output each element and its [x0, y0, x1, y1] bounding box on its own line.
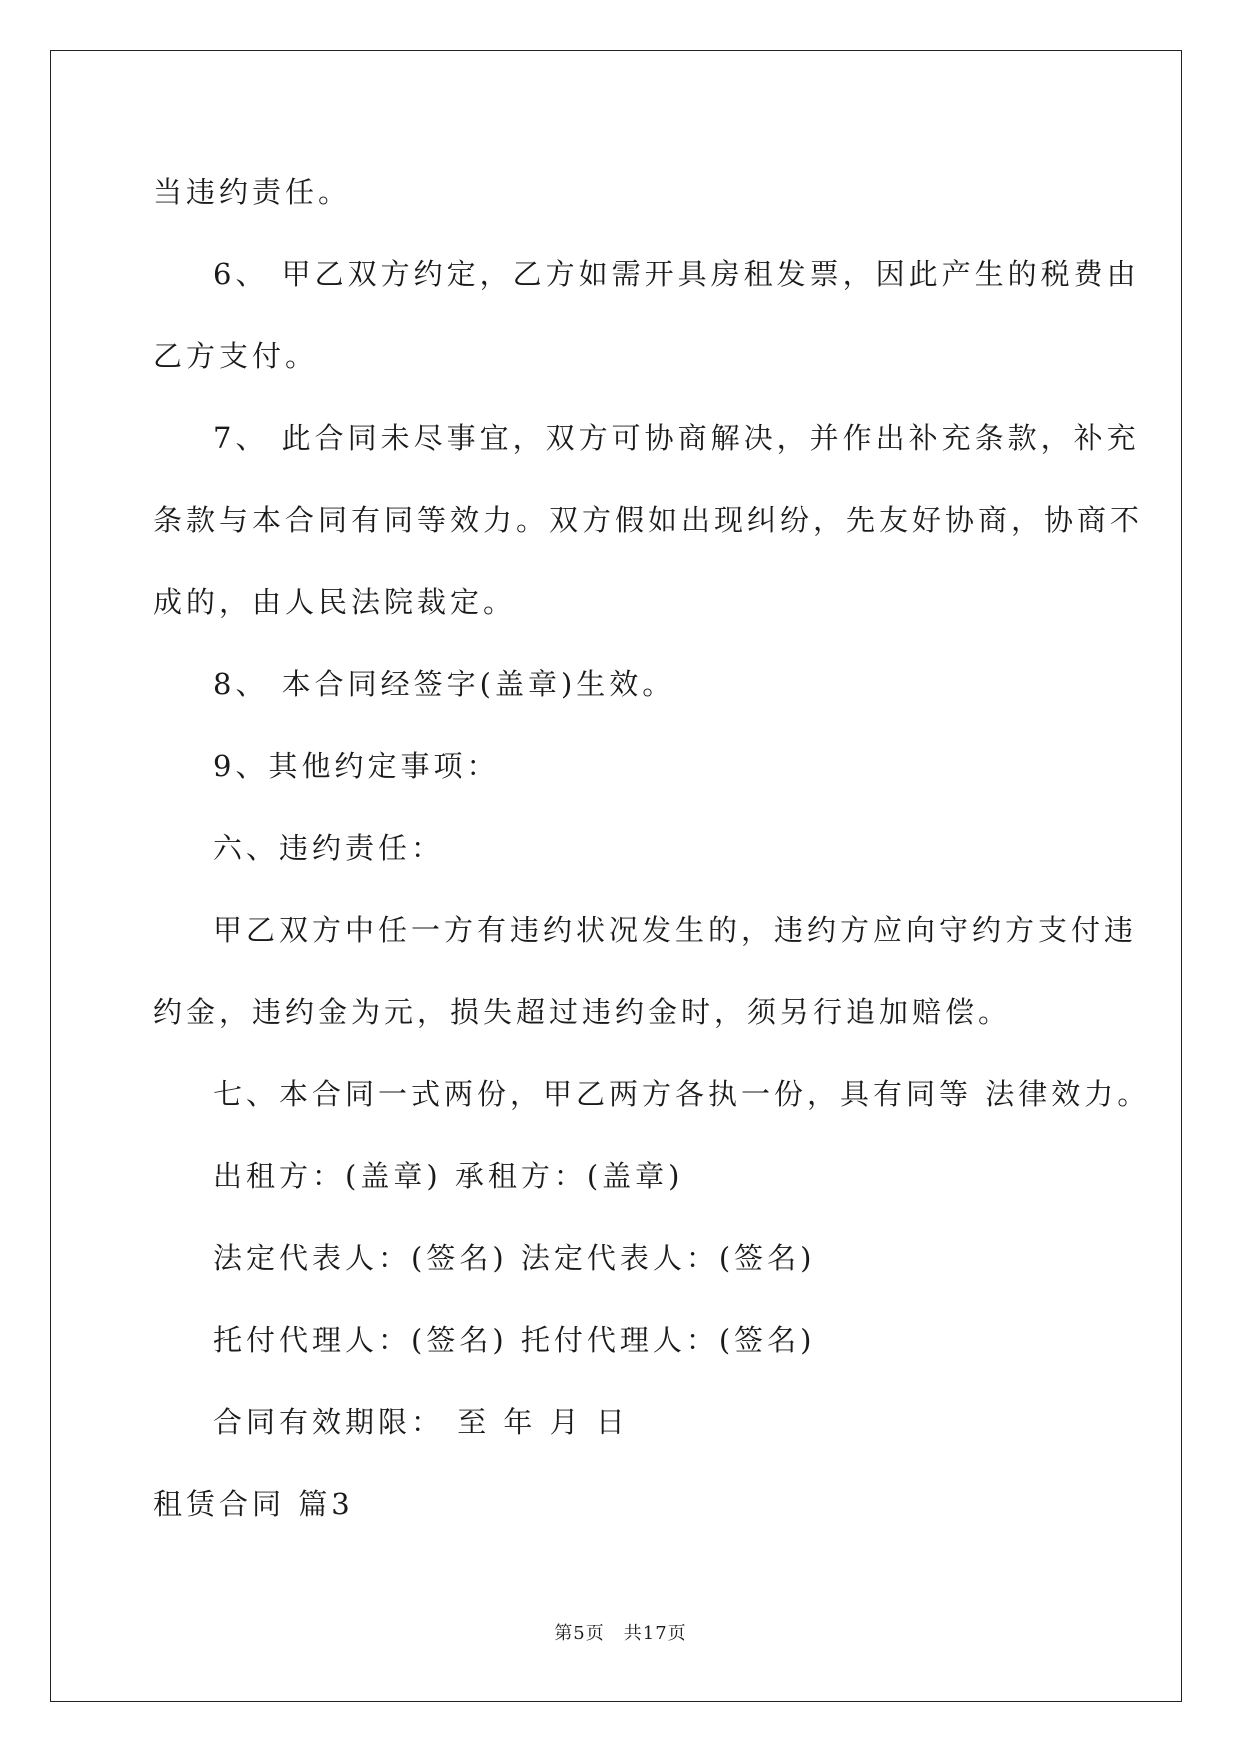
- signature-authorized-agent: 托付代理人：(签名) 托付代理人：(签名): [213, 1323, 816, 1357]
- signature-lessor-lessee: 出租方：(盖章) 承租方：(盖章): [213, 1159, 684, 1193]
- page-number-footer: 第5页 共17页: [554, 1623, 687, 1644]
- clause-6-continuation: 乙方支付。: [153, 339, 319, 373]
- clause-9: 9、其他约定事项：: [213, 749, 500, 783]
- section-7: 七、本合同一式两份，甲乙两方各执一份，具有同等 法律效力。: [213, 1077, 1151, 1111]
- section-heading-contract-3: 租赁合同 篇3: [153, 1487, 354, 1521]
- signature-legal-representative: 法定代表人：(签名) 法定代表人：(签名): [213, 1241, 816, 1275]
- clause-7: 7、 此合同未尽事宜，双方可协商解决，并作出补充条款，补充: [213, 421, 1140, 455]
- clause-8: 8、 本合同经签字(盖章)生效。: [213, 667, 676, 701]
- section-6-body-continuation: 约金，违约金为元，损失超过违约金时，须另行追加赔偿。: [153, 995, 1012, 1029]
- section-6-body: 甲乙双方中任一方有违约状况发生的，违约方应向守约方支付违: [213, 913, 1138, 947]
- clause-6: 6、 甲乙双方约定，乙方如需开具房租发票，因此产生的税费由: [213, 257, 1140, 291]
- page-border: [50, 50, 1182, 1702]
- section-6-heading: 六、违约责任：: [213, 831, 445, 865]
- clause-7-continuation-1: 条款与本合同有同等效力。双方假如出现纠纷，先友好协商，协商不: [153, 503, 1144, 537]
- text-line-continuation: 当违约责任。: [153, 175, 352, 209]
- clause-7-continuation-2: 成的，由人民法院裁定。: [153, 585, 517, 619]
- contract-validity-period: 合同有效期限： 至 年 月 日: [213, 1405, 629, 1439]
